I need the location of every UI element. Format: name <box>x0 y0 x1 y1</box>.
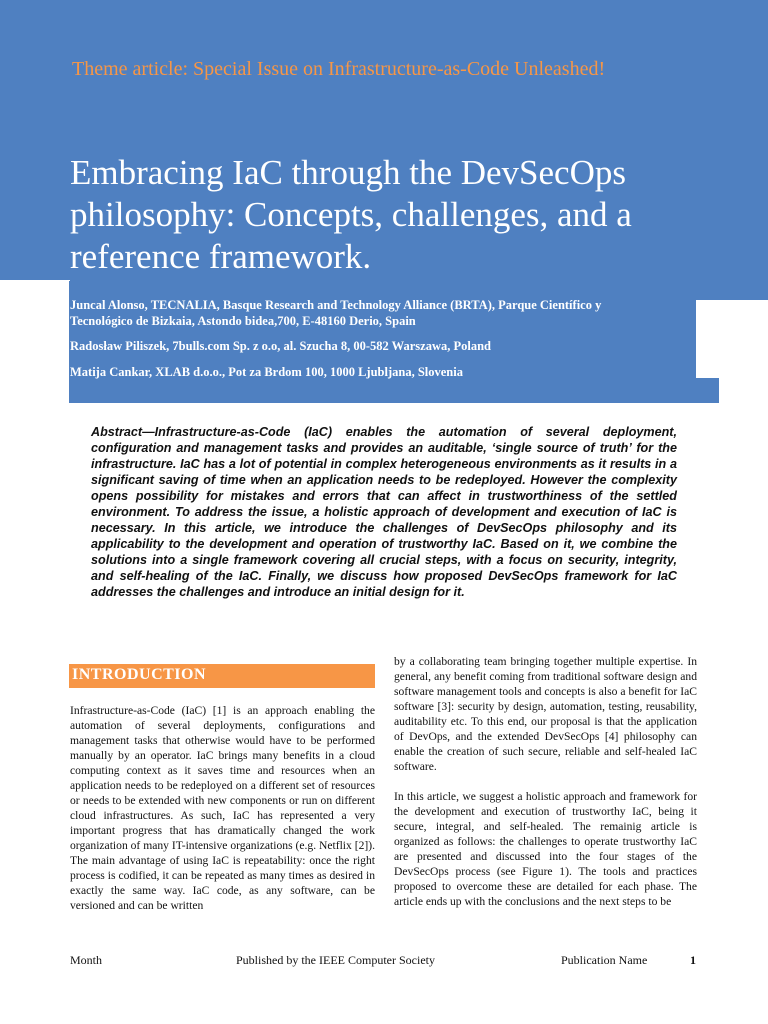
footer-publication-name: Publication Name <box>561 953 648 967</box>
affiliation-2: Radosław Piliszek, 7bulls.com Sp. z o.o, al. Szucha 8, 00-582 Warszawa, Poland <box>70 339 491 353</box>
abstract: Abstract—Infrastructure-as-Code (IaC) enables the automation of several deployment, configuration and management tasks and provides an auditable, ‘single source of truth’ for the infrastructure. IaC has a lot of potential in complex heterogeneous environments as it results in a significant saving of time when an application needs to be redeployed. However the complexity opens possibility for mistakes and errors that can affect in trustworthiness of the settled environment. To address the issue, a holistic approach of development and execution of IaC is necessary. In this article, we introduce the challenges of DevSecOps philosophy and its applicability to the development and operation of trustworthy IaC. Based on it, we combine the solutions into a single framework covering all crucial steps, with a focus on security, integrity, and self-healing of the IaC. Finally, we discuss how proposed DevSecOps framework for IaC addresses the challenges and introduce an initial design for it. <box>91 425 677 599</box>
page-number: 1 <box>690 953 696 967</box>
theme-label: Theme article: Special Issue on Infrastructure-as-Code Unleashed! <box>72 58 606 80</box>
intro-paragraph-1: Infrastructure-as-Code (IaC) [1] is an approach enabling the automation of several deployments, configurations and management tasks that otherwise would have to be performed manually by an operator. IaC brings many benefits in a cloud computing context as it saves time and resources when an application needs to be redeployed on a different set of resources or needs to be extended with new components or run on different cloud infrastructures. As such, IaC has represented a very important progress that has dramatically changed the work organization of many IT-intensive organizations (e.g. Netflix [2]). The main advantage of using IaC is repeatability: once the right process is codified, it can be repeated as many times as desired in exactly the same way. IaC code, as any software, can be versioned and can be written <box>70 704 376 912</box>
header-gap <box>0 280 70 310</box>
intro-paragraph-2: by a collaborating team bringing together multiple expertise. In general, any benefit coming from traditional software design and software management tools and concepts is also a benefit for IaC software [3]: security by design, automation, testing, reusability, auditability etc. To this end, our proposal is that the application of DevOps, and the extended DevSecOps [4] philosophy can enable the creation of such secure, reliable and self-healed IaC software. <box>394 655 697 773</box>
article-title: Embracing IaC through the DevSecOps philosophy: Concepts, challenges, and a reference framework. <box>70 153 632 276</box>
section-heading-label: INTRODUCTION <box>72 666 207 683</box>
affiliation-1-line-2: Tecnológico de Bizkaia, Astondo bidea,700, E-48160 Derio, Spain <box>70 314 416 328</box>
footer-publisher: Published by the IEEE Computer Society <box>236 953 435 967</box>
intro-left-column <box>70 703 375 913</box>
intro-right-column <box>394 654 697 909</box>
intro-paragraph-3: In this article, we suggest a holistic approach and framework for the development and execution of trustworthy IaC, being it secure, integral, and self-healed. The remainig article is organized as follows: the challenges to operate trustworthy IaC are presented and discussed into the four stages of the DevSecOps process (see Figure 1). The tools and practices proposed to overcome these are detailed for each phase. The article ends up with the conclusions and the next steps to be <box>394 790 697 908</box>
affiliation-3: Matija Cankar, XLAB d.o.o., Pot za Brdom 100, 1000 Ljubljana, Slovenia <box>70 365 463 379</box>
affiliation-1-line-1: Juncal Alonso, TECNALIA, Basque Research and Technology Alliance (BRTA), Parque Científico y <box>70 298 602 312</box>
affiliation-band-extension <box>69 378 719 403</box>
footer-month: Month <box>70 953 103 967</box>
section-heading-introduction <box>69 664 375 688</box>
